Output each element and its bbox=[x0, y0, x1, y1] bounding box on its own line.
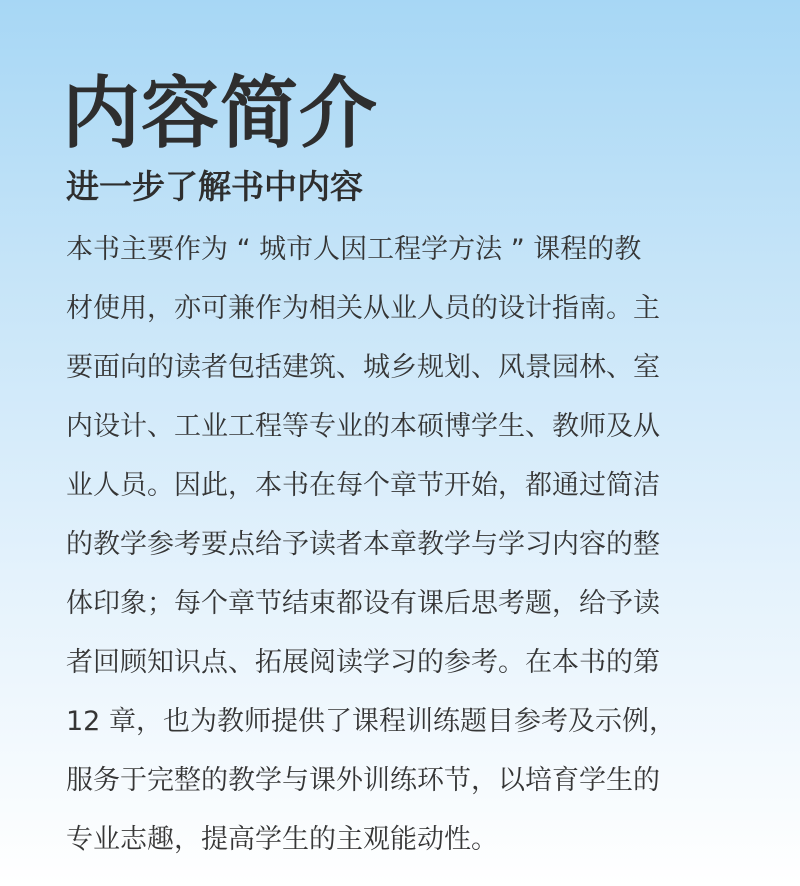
paragraph-line: 服务于完整的教学与课外训练环节，以培育学生的 bbox=[66, 765, 660, 796]
paragraph-line: 要面向的读者包括建筑、城乡规划、风景园林、室 bbox=[66, 352, 660, 383]
page-title: 内容简介 bbox=[62, 69, 379, 159]
paragraph-line: 体印象；每个章节结束都设有课后思考题，给予读 bbox=[66, 588, 660, 619]
paragraph-line: 者回顾知识点、拓展阅读学习的参考。在本书的第 bbox=[66, 647, 660, 678]
paragraph-line: 的教学参考要点给予读者本章教学与学习内容的整 bbox=[66, 529, 660, 560]
paragraph-line: 业人员。因此，本书在每个章节开始，都通过简洁 bbox=[66, 470, 660, 501]
paragraph-line: 12 章，也为教师提供了课程训练题目参考及示例， bbox=[66, 706, 676, 737]
paragraph-line: 内设计、工业工程等专业的本硕博学生、教师及从 bbox=[66, 411, 660, 442]
page-subtitle: 进一步了解书中内容 bbox=[66, 167, 363, 206]
paragraph-line: 本书主要作为 “ 城市人因工程学方法 ” 课程的教 bbox=[66, 234, 642, 265]
paragraph-line: 专业志趣，提高学生的主观能动性。 bbox=[66, 824, 498, 855]
paragraph-line: 材使用，亦可兼作为相关从业人员的设计指南。主 bbox=[66, 293, 660, 324]
intro-paragraph bbox=[66, 220, 746, 869]
